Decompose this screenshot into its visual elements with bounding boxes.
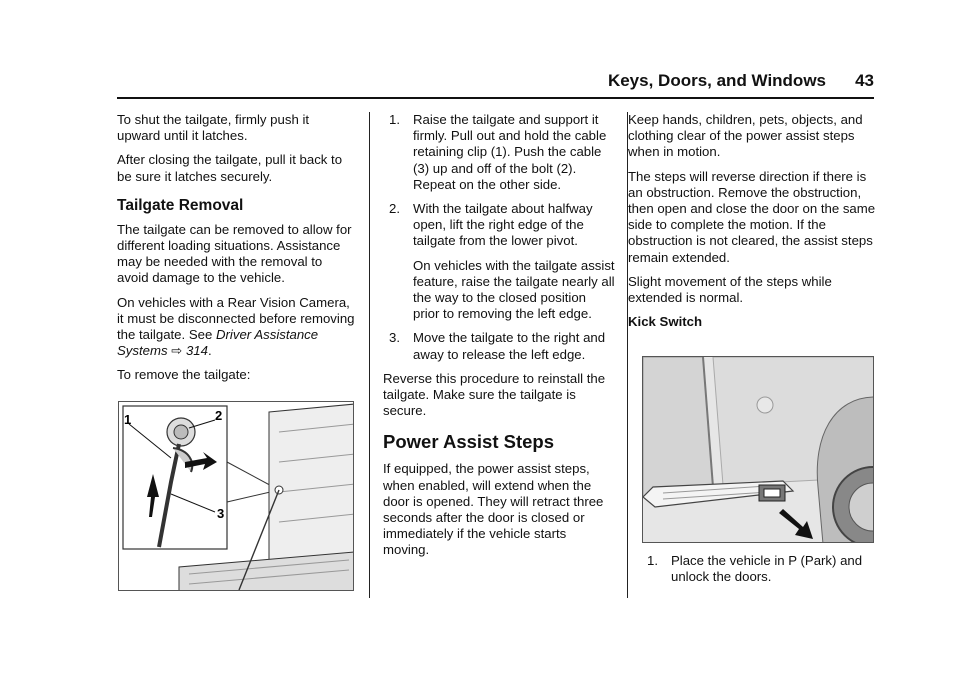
step-text: Raise the tailgate and support it firmly. Pull out and hold the cable retaining clip (1). Push the cable (3) up and off of the bolt (2). Repeat on the other side. xyxy=(413,112,607,192)
step-item xyxy=(383,201,615,322)
label-1: 1 xyxy=(124,412,132,427)
paragraph: After closing the tailgate, pull it back to be sure it latches securely. xyxy=(117,152,343,184)
paragraph-camera: On vehicles with a Rear Vision Camera, it must be disconnected before removing the tailgate. See Driver Assistance Systems ⇨ 314. xyxy=(117,294,355,359)
paragraph: Reverse this procedure to reinstall the tailgate. Make sure the tailgate is secure. xyxy=(383,370,606,419)
heading-tailgate-removal: Tailgate Removal xyxy=(117,196,244,214)
paragraph: To shut the tailgate, firmly push it upward until it latches. xyxy=(117,112,310,144)
paragraph: To remove the tailgate: xyxy=(117,367,251,383)
step-number: 3. xyxy=(389,330,400,346)
paragraph: Keep hands, children, pets, objects, and clothing clear of the power assist steps when in motion. xyxy=(628,112,863,160)
step-subtext: On vehicles with the tailgate assist feature, raise the tailgate nearly all the way to the closed position prior to removing the left edge. xyxy=(413,257,615,322)
step-text: Move the tailgate to the right and away to release the left edge. xyxy=(413,330,606,362)
column-divider xyxy=(369,112,370,598)
paragraph: Slight movement of the steps while extended is normal. xyxy=(628,273,832,306)
tailgate-cable-figure xyxy=(118,401,354,591)
label-2: 2 xyxy=(215,408,223,423)
column-3 xyxy=(628,112,876,338)
column-1 xyxy=(117,112,355,392)
step-text: With the tailgate about halfway open, lift the right edge of the tailgate from the lower pivot. xyxy=(413,201,593,249)
page-number: 43 xyxy=(855,71,874,90)
step-text: Place the vehicle in P (Park) and unlock the doors. xyxy=(671,553,863,585)
paragraph: The tailgate can be removed to allow for different loading situations. Assistance may be needed with the removal to avoid damage to the vehicle. xyxy=(117,221,352,286)
kick-switch-figure xyxy=(642,356,874,543)
column-2 xyxy=(383,112,615,567)
step-number: 1. xyxy=(647,553,658,568)
door-panel xyxy=(643,357,713,497)
paragraph: The steps will reverse direction if there is an obstruction. Remove the obstruction, then open and close the door on the same side to complete the motion. If the obstruction is not cleared, the assist steps remain extended. xyxy=(628,168,876,265)
header-rule xyxy=(117,97,874,99)
section-title: Keys, Doors, and Windows xyxy=(607,71,826,90)
step-item xyxy=(383,112,615,193)
kick-switch-steps xyxy=(641,553,876,593)
heading-power-assist-steps: Power Assist Steps xyxy=(383,431,555,453)
tailgate-illustration xyxy=(119,402,354,591)
page-header xyxy=(0,71,960,101)
cross-reference-page[interactable]: 314 xyxy=(185,343,208,359)
step-number: 1. xyxy=(389,112,400,127)
paragraph-text: On vehicles with a Rear Vision Camera, it must be disconnected before removing the tailgate. See xyxy=(117,294,355,343)
cross-reference-link[interactable]: Driver Assistance Systems xyxy=(117,327,319,359)
paragraph: If equipped, the power assist steps, when enabled, will extend when the door is opened. They will retract three seconds after the door is closed or immediately if the vehicle starts moving. xyxy=(383,461,604,558)
step-item xyxy=(641,553,876,585)
page-ref-icon: ⇨ xyxy=(171,343,183,359)
fuel-door xyxy=(757,397,773,413)
step-item xyxy=(383,330,615,362)
kick-switch-label: Kick Switch xyxy=(628,314,703,330)
step-number: 2. xyxy=(389,201,400,217)
bolt-head xyxy=(174,425,188,439)
running-board-illustration xyxy=(643,357,874,543)
kick-switch-opening xyxy=(764,489,780,497)
label-3: 3 xyxy=(217,506,225,521)
